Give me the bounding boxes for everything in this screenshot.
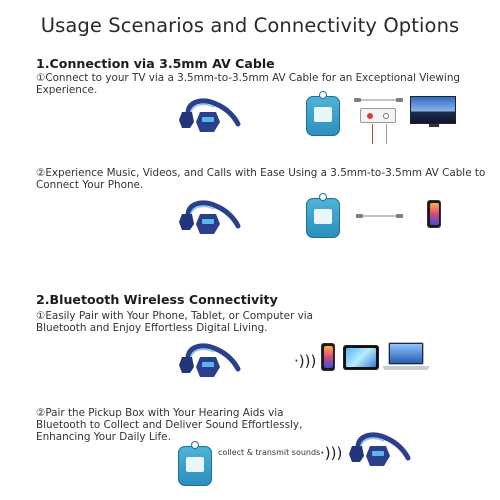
section2-item1-text-line1: ①Easily Pair with Your Phone, Tablet, or Computer via xyxy=(36,310,313,322)
cable-plug-right xyxy=(396,98,403,102)
laptop-base xyxy=(383,366,429,370)
headphones-image xyxy=(176,196,242,236)
laptop-image xyxy=(388,342,424,365)
section1-item1-text: ①Connect to your TV via a 3.5mm-to-3.5mm AV Cable for an Exceptional Viewing Experience. xyxy=(36,72,460,96)
tv-image xyxy=(410,96,456,124)
av-cable-image xyxy=(362,215,398,217)
cable-plug-left xyxy=(354,98,361,102)
page-title: Usage Scenarios and Connectivity Options xyxy=(40,14,460,37)
section2-item2-text-line3: Enhancing Your Daily Life. xyxy=(36,431,171,443)
cable-plug-left xyxy=(356,214,363,218)
collect-transmit-label: collect & transmit sounds xyxy=(218,448,321,457)
section2-item2-text-line1: ②Pair the Pickup Box with Your Hearing Aids via xyxy=(36,407,284,419)
section2-item2-text-line2: Bluetooth to Collect and Deliver Sound Effortlessly, xyxy=(36,419,303,431)
phone-image xyxy=(321,343,335,371)
headphones-image xyxy=(176,339,242,379)
pickup-box-image xyxy=(306,96,340,136)
pickup-box-image xyxy=(306,198,340,238)
headphones-image xyxy=(176,94,242,134)
rca-cable-white xyxy=(386,124,387,144)
headphones-image xyxy=(346,428,412,468)
section2-item1-text-line2: Bluetooth and Enjoy Effortless Digital Living. xyxy=(36,322,268,334)
section2-heading: 2.Bluetooth Wireless Connectivity xyxy=(36,292,278,307)
bluetooth-signal-icon: ·))) xyxy=(320,444,343,462)
tablet-image xyxy=(343,345,379,370)
section1-item2-text-line2: Connect Your Phone. xyxy=(36,179,144,191)
pickup-box-image xyxy=(178,446,212,486)
phone-image xyxy=(427,200,441,228)
audio-jack-panel-image xyxy=(360,108,396,123)
rca-cable-red xyxy=(372,124,373,144)
cable-plug-right xyxy=(396,214,403,218)
section1-item2-text-line1: ②Experience Music, Videos, and Calls with Ease Using a 3.5mm-to-3.5mm AV Cable to xyxy=(36,167,486,179)
bluetooth-signal-icon: ·))) xyxy=(294,352,317,370)
av-cable-image xyxy=(360,99,398,101)
section1-heading: 1.Connection via 3.5mm AV Cable xyxy=(36,56,275,71)
